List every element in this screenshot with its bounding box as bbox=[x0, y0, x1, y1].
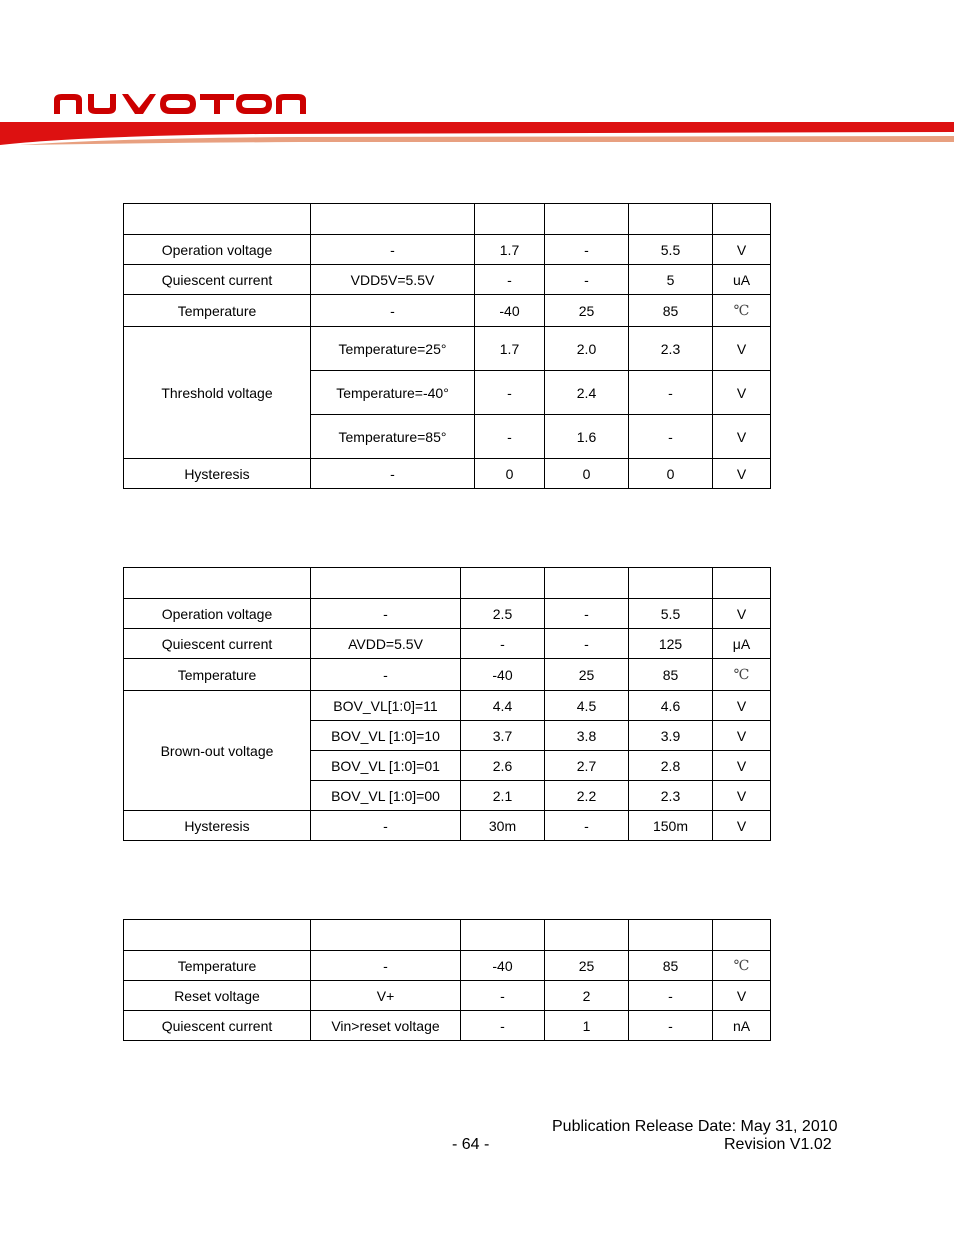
table-cell: V bbox=[713, 459, 771, 489]
table-cell: 5.5 bbox=[629, 599, 713, 629]
table-cell: 4.4 bbox=[461, 691, 545, 721]
table-cell: 1.7 bbox=[475, 235, 545, 265]
table-cell: 2.2 bbox=[545, 781, 629, 811]
table-cell: V bbox=[713, 751, 771, 781]
celsius-unit-cell: ℃ bbox=[713, 951, 771, 981]
table-row bbox=[124, 265, 771, 295]
table-cell: 1.6 bbox=[545, 415, 629, 459]
table-cell: - bbox=[545, 235, 629, 265]
table-row bbox=[124, 659, 771, 691]
table-row bbox=[124, 981, 771, 1011]
table-cell: 25 bbox=[545, 295, 629, 327]
table-cell: V+ bbox=[311, 981, 461, 1011]
table-cell: - bbox=[545, 265, 629, 295]
table-header-row bbox=[124, 920, 771, 951]
table-cell: 0 bbox=[475, 459, 545, 489]
table-cell: Brown-out voltage bbox=[124, 691, 311, 811]
table-cell: - bbox=[629, 981, 713, 1011]
table-cell: 2.6 bbox=[461, 751, 545, 781]
table-cell: V bbox=[713, 371, 771, 415]
table-cell bbox=[629, 568, 713, 599]
table-cell: - bbox=[475, 371, 545, 415]
table-cell: - bbox=[311, 599, 461, 629]
table-cell: 0 bbox=[629, 459, 713, 489]
table-cell bbox=[629, 204, 713, 235]
table-cell: 2.0 bbox=[545, 327, 629, 371]
table-cell: Quiescent current bbox=[124, 629, 311, 659]
publication-date: Publication Release Date: May 31, 2010 bbox=[552, 1118, 838, 1135]
table-cell: V bbox=[713, 981, 771, 1011]
table-cell: 85 bbox=[629, 951, 713, 981]
table-cell bbox=[545, 920, 629, 951]
table-cell: -40 bbox=[461, 951, 545, 981]
table-cell: V bbox=[713, 235, 771, 265]
table-cell: 2.3 bbox=[629, 781, 713, 811]
table-cell bbox=[311, 204, 475, 235]
brownout-spec-table bbox=[123, 567, 771, 841]
table-header-row bbox=[124, 204, 771, 235]
table-cell: V bbox=[713, 721, 771, 751]
table-cell bbox=[124, 204, 311, 235]
celsius-unit-cell: ℃ bbox=[713, 295, 771, 327]
table-cell: 2.8 bbox=[629, 751, 713, 781]
table-row bbox=[124, 235, 771, 265]
table-cell: BOV_VL[1:0]=11 bbox=[311, 691, 461, 721]
table-cell: Temperature bbox=[124, 951, 311, 981]
table-cell bbox=[545, 204, 629, 235]
table-cell: -40 bbox=[461, 659, 545, 691]
table-header-row bbox=[124, 568, 771, 599]
table-cell bbox=[713, 204, 771, 235]
table-cell bbox=[713, 920, 771, 951]
table-cell: - bbox=[475, 265, 545, 295]
table-cell: 0 bbox=[545, 459, 629, 489]
table-cell: - bbox=[311, 235, 475, 265]
table-cell bbox=[124, 568, 311, 599]
table-row bbox=[124, 951, 771, 981]
table-cell: 2.5 bbox=[461, 599, 545, 629]
table-cell bbox=[461, 920, 545, 951]
table-row bbox=[124, 295, 771, 327]
table-cell: 1.7 bbox=[475, 327, 545, 371]
table-cell bbox=[545, 568, 629, 599]
table-row bbox=[124, 629, 771, 659]
table-cell: 4.6 bbox=[629, 691, 713, 721]
table-cell: - bbox=[461, 1011, 545, 1041]
table-cell bbox=[475, 204, 545, 235]
table-cell: uA bbox=[713, 265, 771, 295]
table-cell: - bbox=[461, 981, 545, 1011]
table-cell: Quiescent current bbox=[124, 1011, 311, 1041]
table-cell: Hysteresis bbox=[124, 459, 311, 489]
table-cell: Reset voltage bbox=[124, 981, 311, 1011]
table-row bbox=[124, 811, 771, 841]
table-cell: μA bbox=[713, 629, 771, 659]
table-cell: BOV_VL [1:0]=01 bbox=[311, 751, 461, 781]
table-cell: V bbox=[713, 327, 771, 371]
table-cell: 2 bbox=[545, 981, 629, 1011]
table-cell: Temperature bbox=[124, 659, 311, 691]
celsius-unit-cell: ℃ bbox=[713, 659, 771, 691]
table-cell: - bbox=[545, 599, 629, 629]
table-cell: Temperature=85° bbox=[311, 415, 475, 459]
table-cell: 25 bbox=[545, 951, 629, 981]
table-cell: Operation voltage bbox=[124, 599, 311, 629]
threshold-spec-table bbox=[123, 203, 771, 489]
table-cell: 5 bbox=[629, 265, 713, 295]
nuvoton-logo-svg bbox=[52, 90, 312, 116]
table-cell: - bbox=[311, 659, 461, 691]
table-cell: Threshold voltage bbox=[124, 327, 311, 459]
table-cell bbox=[311, 568, 461, 599]
table-cell: Vin>reset voltage bbox=[311, 1011, 461, 1041]
table-row bbox=[124, 327, 771, 371]
table-cell: - bbox=[545, 811, 629, 841]
table-cell: 85 bbox=[629, 659, 713, 691]
table-cell: Hysteresis bbox=[124, 811, 311, 841]
table-cell: - bbox=[629, 415, 713, 459]
table-cell: BOV_VL [1:0]=10 bbox=[311, 721, 461, 751]
table-cell bbox=[629, 920, 713, 951]
table-cell: - bbox=[545, 629, 629, 659]
table-cell: 25 bbox=[545, 659, 629, 691]
table-cell: 1 bbox=[545, 1011, 629, 1041]
table-cell: 30m bbox=[461, 811, 545, 841]
page-number: - 64 - bbox=[452, 1136, 490, 1153]
table-cell: V bbox=[713, 691, 771, 721]
table-cell: 2.1 bbox=[461, 781, 545, 811]
table-cell: 3.7 bbox=[461, 721, 545, 751]
table-cell: V bbox=[713, 415, 771, 459]
table-cell: 125 bbox=[629, 629, 713, 659]
table-row bbox=[124, 459, 771, 489]
table-cell: V bbox=[713, 811, 771, 841]
revision: Revision V1.02 bbox=[724, 1136, 832, 1153]
table-cell: - bbox=[311, 811, 461, 841]
table-cell: - bbox=[629, 371, 713, 415]
table-cell bbox=[124, 920, 311, 951]
table-cell: Quiescent current bbox=[124, 265, 311, 295]
table-cell: nA bbox=[713, 1011, 771, 1041]
table-cell: VDD5V=5.5V bbox=[311, 265, 475, 295]
table-cell bbox=[311, 920, 461, 951]
table-cell: Temperature bbox=[124, 295, 311, 327]
table-cell: V bbox=[713, 599, 771, 629]
header-swoosh bbox=[0, 118, 954, 148]
reset-spec-table bbox=[123, 919, 771, 1041]
table-cell: -40 bbox=[475, 295, 545, 327]
table-cell: 150m bbox=[629, 811, 713, 841]
table-cell: 5.5 bbox=[629, 235, 713, 265]
table-cell: 2.4 bbox=[545, 371, 629, 415]
table-cell: - bbox=[475, 415, 545, 459]
table-cell: - bbox=[629, 1011, 713, 1041]
table-row bbox=[124, 599, 771, 629]
table-cell: - bbox=[461, 629, 545, 659]
table-cell: - bbox=[311, 951, 461, 981]
table-cell: Temperature=-40° bbox=[311, 371, 475, 415]
table-cell: 3.8 bbox=[545, 721, 629, 751]
table-row bbox=[124, 1011, 771, 1041]
table-cell: Temperature=25° bbox=[311, 327, 475, 371]
header-band bbox=[0, 118, 954, 148]
table-cell: 2.7 bbox=[545, 751, 629, 781]
table-cell bbox=[461, 568, 545, 599]
table-cell: 4.5 bbox=[545, 691, 629, 721]
table-cell: BOV_VL [1:0]=00 bbox=[311, 781, 461, 811]
table-cell: - bbox=[311, 295, 475, 327]
table-cell: Operation voltage bbox=[124, 235, 311, 265]
table-cell bbox=[713, 568, 771, 599]
table-cell: - bbox=[311, 459, 475, 489]
table-cell: 3.9 bbox=[629, 721, 713, 751]
table-cell: 85 bbox=[629, 295, 713, 327]
table-cell: 2.3 bbox=[629, 327, 713, 371]
table-cell: AVDD=5.5V bbox=[311, 629, 461, 659]
table-cell: V bbox=[713, 781, 771, 811]
table-row bbox=[124, 691, 771, 721]
nuvoton-logo bbox=[52, 90, 312, 121]
